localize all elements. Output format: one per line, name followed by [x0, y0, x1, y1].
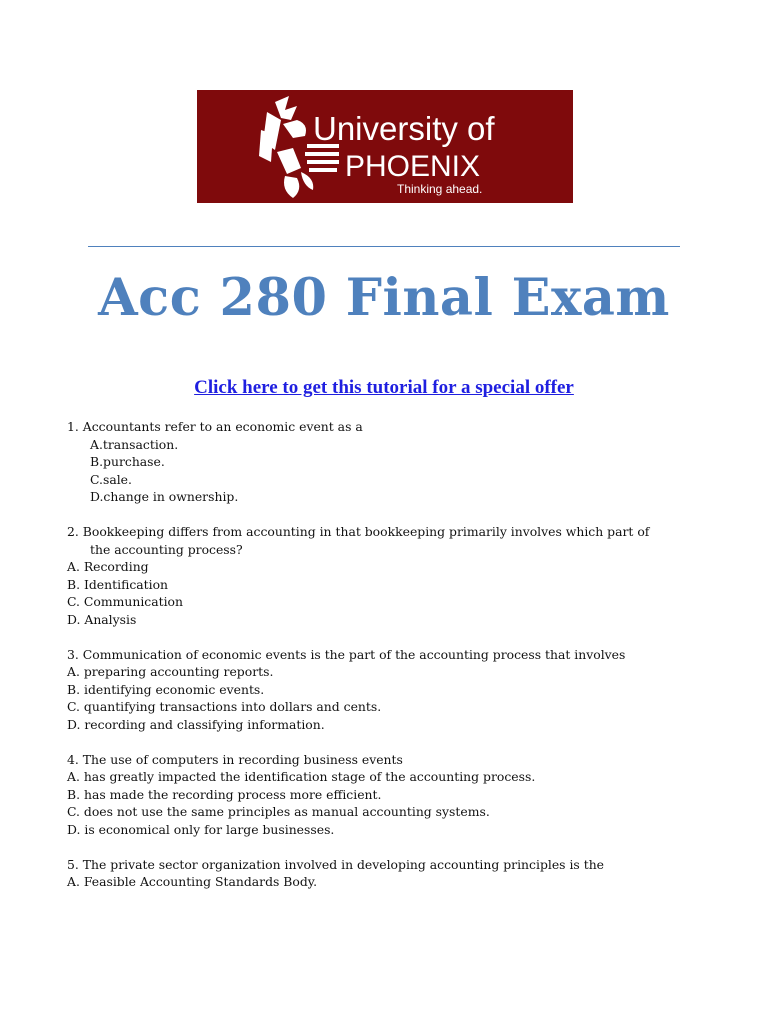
question-1: [67, 418, 697, 506]
answer-option: C. Communication: [67, 594, 183, 609]
answer-option: C. quantifying transactions into dollars and cents.: [67, 699, 382, 714]
answer-option: A. Recording: [67, 559, 149, 574]
page-title: Acc 280 Final Exam: [98, 268, 670, 328]
logo-tagline: Thinking ahead.: [397, 182, 483, 196]
question-stem: 5. The private sector organization involved in developing accounting principles is the: [67, 856, 605, 872]
answer-option: C.sale.: [90, 471, 132, 487]
question-stem: 4. The use of computers in recording business events: [67, 751, 403, 767]
answer-option: D. is economical only for large businesses.: [67, 821, 335, 837]
answer-option: B. has made the recording process more efficient.: [67, 786, 382, 802]
answer-option: B.purchase.: [90, 454, 165, 469]
question-2: [67, 523, 697, 628]
answer-option: A. Feasible Accounting Standards Body.: [67, 874, 318, 889]
question-4: [67, 751, 697, 839]
answer-option: D. recording and classifying information.: [67, 716, 325, 732]
answer-option: B. Identification: [67, 576, 169, 592]
logo-line1: University of: [313, 110, 495, 147]
question-5: [67, 856, 697, 891]
question-stem: 2. Bookkeeping differs from accounting in that bookkeeping primarily involves which part of: [67, 524, 650, 539]
answer-option: D. Analysis: [67, 611, 137, 627]
logo-line2: PHOENIX: [345, 150, 481, 183]
question-list: [67, 418, 697, 908]
answer-option: A.transaction.: [90, 436, 179, 452]
answer-option: A. has greatly impacted the identification stage of the accounting process.: [67, 769, 536, 784]
question-3: [67, 646, 697, 734]
answer-option: B. identifying economic events.: [67, 681, 265, 697]
answer-option: D.change in ownership.: [90, 489, 239, 504]
question-stem-continuation: the accounting process?: [90, 541, 243, 557]
special-offer-link[interactable]: Click here to get this tutorial for a special offer: [194, 377, 574, 398]
question-stem: 3. Communication of economic events is the part of the accounting process that involves: [67, 646, 626, 662]
answer-option: C. does not use the same principles as manual accounting systems.: [67, 804, 490, 819]
phoenix-emblem-icon: [197, 90, 573, 203]
answer-option: A. preparing accounting reports.: [67, 664, 274, 679]
question-stem: 1. Accountants refer to an economic event as a: [67, 419, 363, 434]
header-divider: [88, 246, 680, 247]
university-of-phoenix-logo: [197, 90, 573, 203]
